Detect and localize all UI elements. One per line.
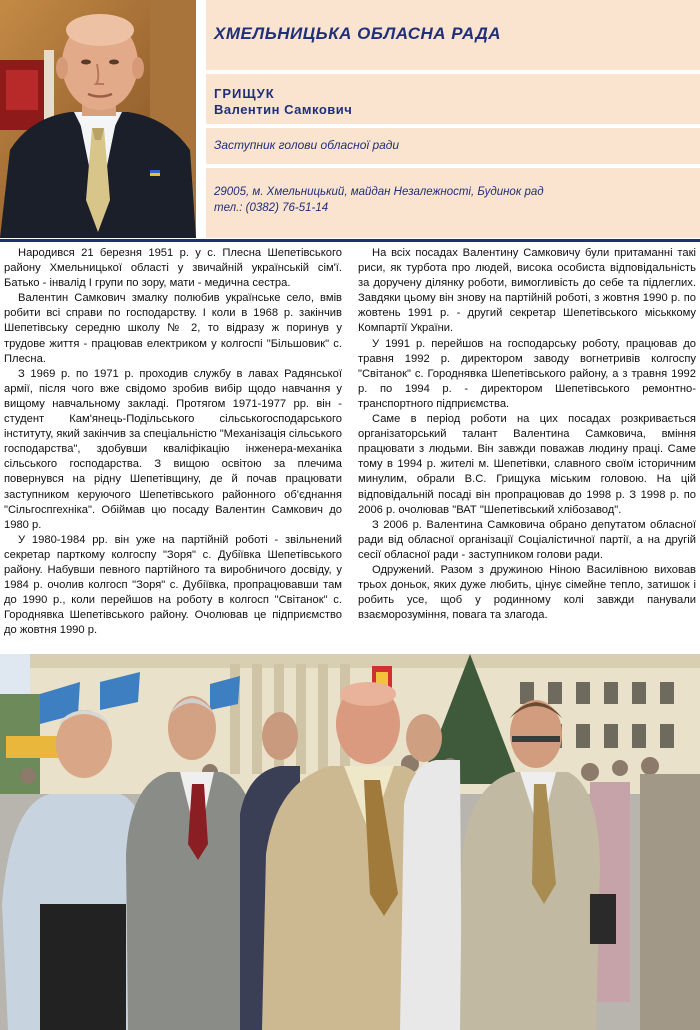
paragraph: Одружений. Разом з дружиною Ніною Василівною виховав трьох доньок, яких дуже любить, цінує сімейне тепло, затишок і робить усе, щоб у родинному колі завжди панували взаєморозуміння, повага та злагода.: [358, 563, 696, 622]
biography-right-column: [358, 246, 696, 623]
group-photo: [0, 654, 700, 1030]
paragraph: У 1980-1984 рр. він уже на партійній роботі - звільнений секретар парткому колгоспу "Зоря" с. Дубіївка Шепетівського району. Набувши певного партійного та виробничого досвіду, у 1984 р. очолив колгосп "Зоря" с. Дубіївка, пропрацювавши там до 1990 р., коли перейшов на роботу в колгосп "Світанок" с. Городнявка Шепетівського району. Очолював це підприємство до жовтня 1990 р.: [4, 533, 342, 637]
header-divider: [0, 239, 700, 242]
given-names: Валентин Самкович: [214, 102, 353, 117]
portrait-photo: [0, 0, 196, 238]
name-band: [206, 74, 700, 124]
phone: тел.: (0382) 76-51-14: [214, 202, 329, 214]
organization-title: ХМЕЛЬНИЦЬКА ОБЛАСНА РАДА: [214, 24, 502, 43]
surname: ГРИЩУК: [214, 86, 275, 101]
biography-left-column: [4, 246, 342, 638]
address: 29005, м. Хмельницький, майдан Незалежності, Будинок рад: [214, 186, 544, 198]
paragraph: У 1991 р. перейшов на господарську роботу, працював до травня 1992 р. директором заводу вогнетривів колгоспу "Світанок" с. Городнявка Шепетівського району, а з травня 1992 р. по 1994 р. - директором Шепетівського ремонтно-транспортного підприємства.: [358, 337, 696, 410]
paragraph: З 2006 р. Валентина Самковича обрано депутатом обласної ради від обласної організації Соціалістичної партії, а на другій сесії обласної ради - заступником голови ради.: [358, 518, 696, 561]
org-title-band: [206, 0, 700, 70]
contact-band: [206, 168, 700, 238]
paragraph: На всіх посадах Валентину Самковичу були притаманні такі риси, як турбота про людей, висока особиста відповідальність за доручену ділянку роботи, вимогливість до себе та підлеглих. Завдяки цьому він знову на партійній роботі, з жовтня 1990 р. по жовтень 1991 р. - другий секретар Шепетівського міськкому Компартії України.: [358, 247, 696, 335]
paragraph: З 1969 р. по 1971 р. проходив службу в лавах Радянської армії, після чого вже свідомо зробив вибір щодо навчання у вищому навчальному закладі. Протягом 1971-1977 рр. він - студент Кам'янець-Подільського сільськогосподарського інституту, який закінчив за спеціальністю "Механізація сільського господарства", здобувши кваліфікацію інженера-механіка сільського господарства. З вищою освітою за плечима повернувся на рідну Шепетівщину, де й почав працювати заступником керуючого Шепетівського районного об'єднання "Сільгоспгехніка". Обіймав цю посаду Валентин Самкович до 1980 р.: [4, 367, 343, 531]
paragraph: Народився 21 березня 1951 р. у с. Плесна Шепетівського району Хмельницької області у звичайній українській сім'ї. Батько - інвалід І групи по зору, мати - медична сестра.: [4, 247, 342, 290]
position-band: [206, 128, 700, 164]
paragraph: Саме в період роботи на цих посадах розкривається організаторський талант Валентина Самковича, вміння працювати з людьми. Він завжди поважав людину праці. Саме тому в 1994 р. жителі м. Шепетівки, славного своїм історичним минулим, обрали В.С. Грищука міським головою. На цій відповідальній посаді він пропрацював до 1998 р. З 1998 р. по 2006 р. очолював "ВАТ "Шепетівський хлібозавод".: [358, 413, 696, 516]
position-title: Заступник голови обласної ради: [214, 138, 400, 152]
paragraph: Валентин Самкович змалку полюбив українське село, вмів робити всі справи по господарству. І коли в 1968 р. закінчив Шепетівську середню школу № 2, то відразу ж поринув у трудове життя - працював електриком у колгоспі "Більшовик" с. Плесна.: [4, 292, 342, 365]
